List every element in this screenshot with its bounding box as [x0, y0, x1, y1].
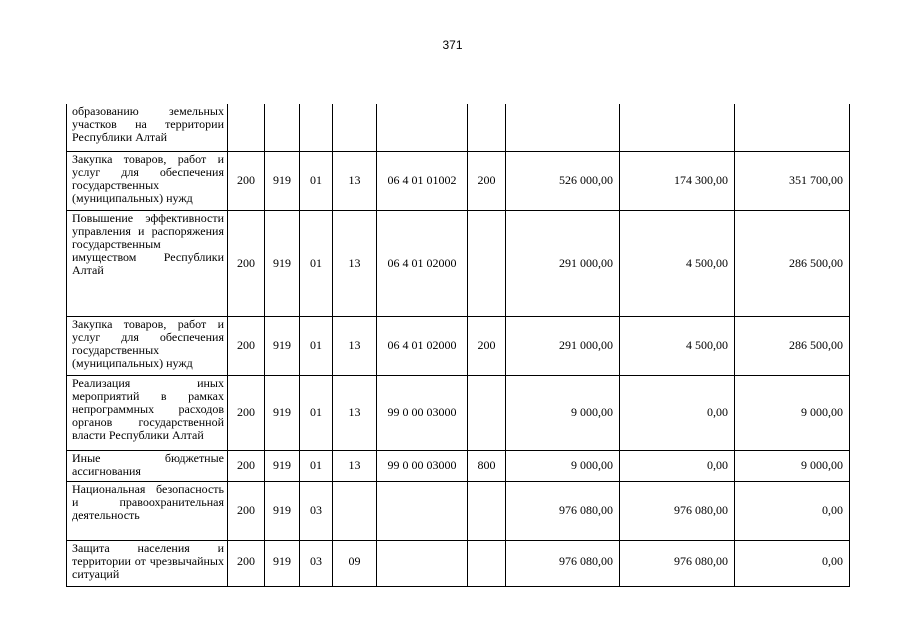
row-name: Национальная безопасность и правоохранительная деятельность	[67, 481, 228, 540]
expense-type-code	[468, 210, 506, 316]
table-row	[67, 316, 850, 375]
section-code: 01	[300, 316, 333, 375]
target-article-code: 99 0 00 03000	[377, 450, 468, 481]
amount-col2: 4 500,00	[620, 316, 735, 375]
amount-col2: 0,00	[620, 450, 735, 481]
subsection-code	[333, 481, 377, 540]
dept-code	[265, 104, 300, 151]
amount-col3: 286 500,00	[735, 316, 850, 375]
row-name: образованию земельных участков на территории Республики Алтай	[67, 104, 228, 151]
amount-col3: 9 000,00	[735, 450, 850, 481]
dept-code: 919	[265, 151, 300, 210]
amount-col3: 351 700,00	[735, 151, 850, 210]
expense-type-code: 800	[468, 450, 506, 481]
target-article-code: 06 4 01 02000	[377, 210, 468, 316]
amount-col3	[735, 104, 850, 151]
target-article-code: 06 4 01 01002	[377, 151, 468, 210]
amount-total: 291 000,00	[506, 210, 620, 316]
admin-code: 200	[228, 375, 265, 450]
table-row	[67, 540, 850, 586]
expense-type-code	[468, 104, 506, 151]
table-row	[67, 151, 850, 210]
amount-total: 291 000,00	[506, 316, 620, 375]
subsection-code	[333, 104, 377, 151]
dept-code: 919	[265, 375, 300, 450]
amount-col2: 0,00	[620, 375, 735, 450]
target-article-code	[377, 481, 468, 540]
amount-col2: 976 080,00	[620, 540, 735, 586]
target-article-code	[377, 540, 468, 586]
amount-total: 9 000,00	[506, 375, 620, 450]
table-row	[67, 450, 850, 481]
expense-type-code	[468, 540, 506, 586]
section-code: 01	[300, 450, 333, 481]
amount-col3: 0,00	[735, 540, 850, 586]
admin-code: 200	[228, 316, 265, 375]
dept-code: 919	[265, 316, 300, 375]
admin-code: 200	[228, 210, 265, 316]
admin-code: 200	[228, 481, 265, 540]
admin-code	[228, 104, 265, 151]
section-code: 01	[300, 210, 333, 316]
dept-code: 919	[265, 210, 300, 316]
amount-total	[506, 104, 620, 151]
row-name: Повышение эффективности управления и распоряжения государственным имуществом Республики Алтай	[67, 210, 228, 316]
section-code: 01	[300, 375, 333, 450]
admin-code: 200	[228, 151, 265, 210]
table-row	[67, 104, 850, 151]
target-article-code	[377, 104, 468, 151]
section-code: 03	[300, 481, 333, 540]
subsection-code: 09	[333, 540, 377, 586]
amount-total: 9 000,00	[506, 450, 620, 481]
amount-col2: 174 300,00	[620, 151, 735, 210]
subsection-code: 13	[333, 151, 377, 210]
table-row	[67, 375, 850, 450]
amount-col3: 9 000,00	[735, 375, 850, 450]
expense-type-code	[468, 481, 506, 540]
amount-col2: 4 500,00	[620, 210, 735, 316]
amount-col2: 976 080,00	[620, 481, 735, 540]
subsection-code: 13	[333, 210, 377, 316]
amount-total: 976 080,00	[506, 481, 620, 540]
row-name: Закупка товаров, работ и услуг для обеспечения государственных (муниципальных) нужд	[67, 151, 228, 210]
amount-col3: 0,00	[735, 481, 850, 540]
expense-type-code: 200	[468, 151, 506, 210]
admin-code: 200	[228, 450, 265, 481]
target-article-code: 99 0 00 03000	[377, 375, 468, 450]
row-name: Иные бюджетные ассигнования	[67, 450, 228, 481]
subsection-code: 13	[333, 375, 377, 450]
dept-code: 919	[265, 540, 300, 586]
row-name: Закупка товаров, работ и услуг для обеспечения государственных (муниципальных) нужд	[67, 316, 228, 375]
section-code: 01	[300, 151, 333, 210]
page-number: 371	[442, 38, 463, 52]
budget-table	[66, 104, 850, 587]
amount-total: 976 080,00	[506, 540, 620, 586]
amount-col2	[620, 104, 735, 151]
section-code	[300, 104, 333, 151]
expense-type-code: 200	[468, 316, 506, 375]
amount-total: 526 000,00	[506, 151, 620, 210]
row-name: Реализация иных мероприятий в рамках непрограммных расходов органов государственной власти Республики Алтай	[67, 375, 228, 450]
dept-code: 919	[265, 450, 300, 481]
row-name: Защита населения и территории от чрезвычайных ситуаций	[67, 540, 228, 586]
subsection-code: 13	[333, 450, 377, 481]
dept-code: 919	[265, 481, 300, 540]
target-article-code: 06 4 01 02000	[377, 316, 468, 375]
subsection-code: 13	[333, 316, 377, 375]
expense-type-code	[468, 375, 506, 450]
table-row	[67, 481, 850, 540]
section-code: 03	[300, 540, 333, 586]
admin-code: 200	[228, 540, 265, 586]
table-row	[67, 210, 850, 316]
amount-col3: 286 500,00	[735, 210, 850, 316]
